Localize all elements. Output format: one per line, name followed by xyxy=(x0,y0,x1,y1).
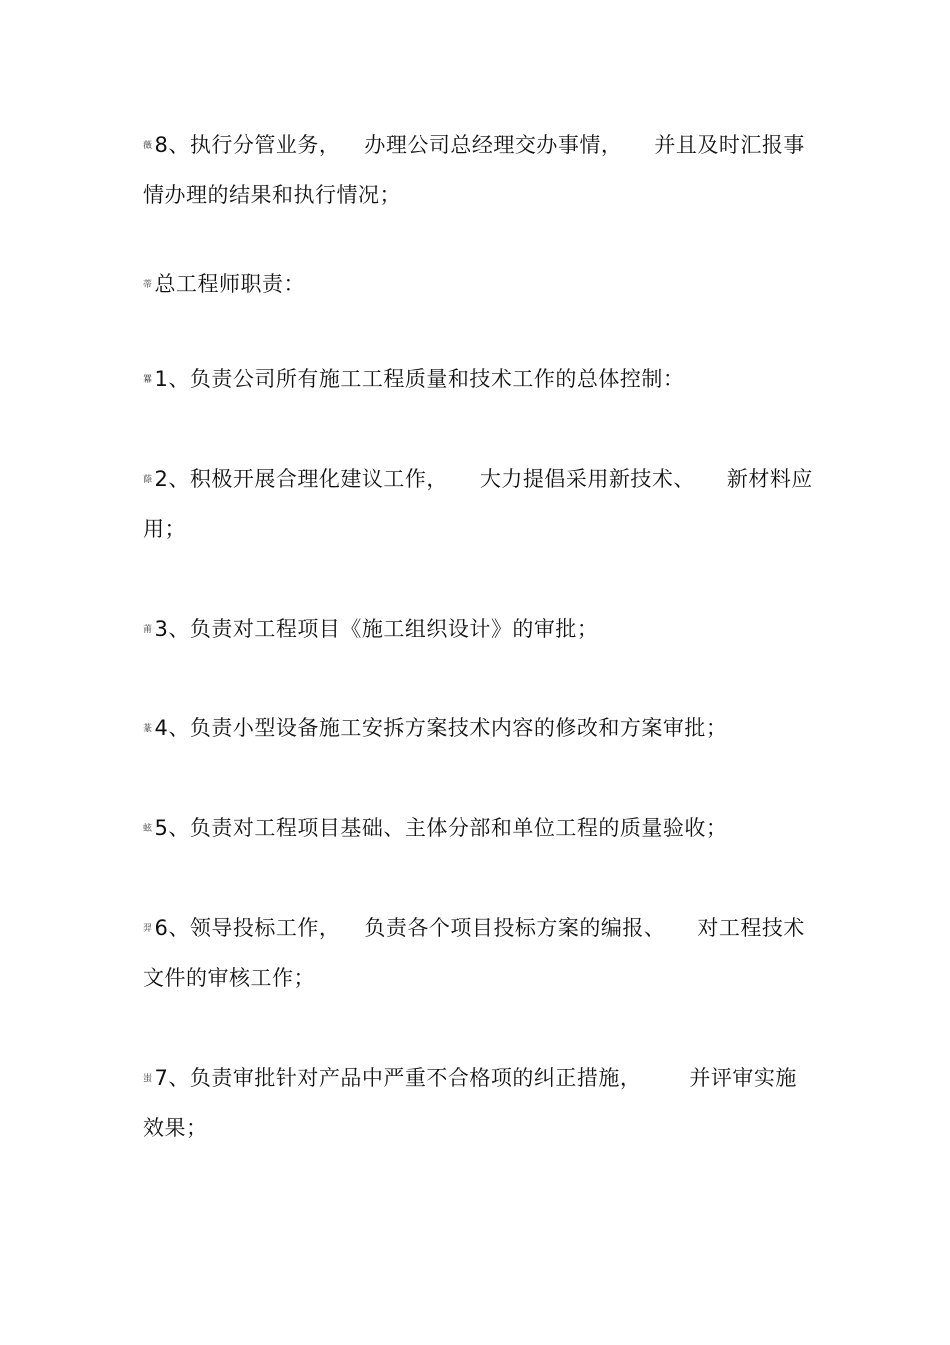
paragraph-duty-7 xyxy=(143,1053,813,1153)
text-line xyxy=(143,803,813,853)
text-line xyxy=(143,953,813,1003)
margin-mark: 羿 xyxy=(143,924,153,934)
paragraph-duty-5 xyxy=(143,803,813,853)
text-segment: 2、积极开展合理化建议工作， xyxy=(154,467,448,491)
text-segment: 3、负责对工程项目《施工组织设计》的审批； xyxy=(154,617,599,641)
text-line xyxy=(143,1053,813,1103)
margin-mark: 莆 xyxy=(143,625,153,635)
heading-text: 总工程师职责： xyxy=(154,272,306,296)
text-line xyxy=(143,259,813,309)
margin-mark: 蒃 xyxy=(143,724,153,734)
text-segment: 6、领导投标工作， xyxy=(154,916,341,940)
paragraph-duty-1 xyxy=(143,354,813,404)
text-segment: 新材料应 xyxy=(726,467,813,491)
paragraph-duty-4 xyxy=(143,703,813,753)
paragraph-duty-8 xyxy=(143,120,813,220)
text-segment: 负责各个项目投标方案的编报、 xyxy=(364,916,666,940)
margin-mark: 蚿 xyxy=(143,824,153,834)
text-segment: 情办理的结果和执行情况； xyxy=(143,183,401,207)
text-line xyxy=(143,604,813,654)
text-line xyxy=(143,1103,813,1153)
text-line xyxy=(143,454,813,504)
text-segment: 效果； xyxy=(143,1116,208,1140)
text-segment: 4、负责小型设备施工安拆方案技术内容的修改和方案审批； xyxy=(154,716,728,740)
text-line xyxy=(143,504,813,554)
text-segment: 文件的审核工作； xyxy=(143,966,315,990)
text-segment: 办理公司总经理交办事情， xyxy=(364,133,623,157)
text-line xyxy=(143,354,813,404)
text-line xyxy=(143,120,813,170)
text-line xyxy=(143,903,813,953)
paragraph-duty-2 xyxy=(143,454,813,554)
text-segment: 用； xyxy=(143,517,186,541)
margin-mark: 羃 xyxy=(143,375,153,385)
paragraph-duty-6 xyxy=(143,903,813,1003)
text-segment: 并且及时汇报事 xyxy=(654,133,805,157)
text-segment: 1、负责公司所有施工工程质量和技术工作的总体控制： xyxy=(154,367,685,391)
text-segment: 7、负责审批针对产品中严重不合格项的纠正措施， xyxy=(154,1066,642,1090)
section-heading xyxy=(143,259,813,309)
text-segment: 5、负责对工程项目基础、主体分部和单位工程的质量验收； xyxy=(154,816,728,840)
text-segment: 对工程技术 xyxy=(697,916,805,940)
margin-mark: 蒂 xyxy=(143,280,153,290)
margin-mark: 薇 xyxy=(143,141,153,151)
text-segment: 并评审实施 xyxy=(689,1066,797,1090)
margin-mark: 蚩 xyxy=(143,1074,153,1084)
text-segment: 8、执行分管业务， xyxy=(154,133,341,157)
text-segment: 大力提倡采用新技术、 xyxy=(479,467,695,491)
margin-mark: 蒢 xyxy=(143,475,153,485)
text-line xyxy=(143,170,813,220)
text-line xyxy=(143,703,813,753)
paragraph-duty-3 xyxy=(143,604,813,654)
